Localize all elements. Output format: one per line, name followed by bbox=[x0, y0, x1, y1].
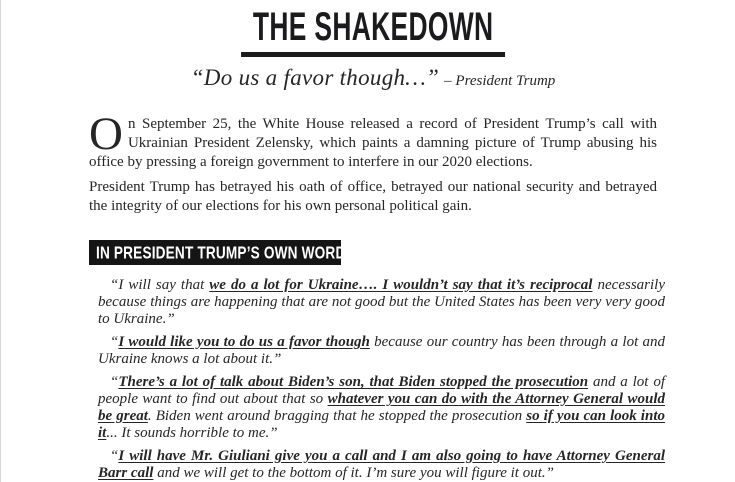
drop-cap: O bbox=[89, 108, 123, 160]
quote-plain-text: because our country has been through a lot and Ukraine knows a lot about it.” bbox=[98, 334, 665, 367]
trump-quote-3 bbox=[98, 374, 665, 442]
trump-quote-1 bbox=[98, 277, 665, 328]
intro-paragraph-1 bbox=[89, 108, 657, 172]
quote-emphasis-text: I would like you to do us a favor though bbox=[118, 334, 370, 350]
quote-emphasis-text: There’s a lot of talk about Biden’s son, that Biden stopped the prosecution bbox=[118, 374, 589, 390]
quote-plain-text: necessarily because things are happening that are not good but the United States has been very very good to Ukraine.” bbox=[98, 277, 665, 327]
quotes-section bbox=[98, 277, 666, 482]
subtitle-attribution: – President Trump bbox=[444, 73, 556, 89]
document-title bbox=[89, 5, 657, 57]
intro-paragraph-1-text: n September 25, the White House released a record of President Trump’s call with Ukrainian President Zelensky, which paints a damning picture of Trump abusing his office by pressing a foreign government to interfere in our 2020 elections. bbox=[89, 116, 657, 170]
quote-plain-text: . Biden went around bragging that he stopped the prosecution bbox=[147, 408, 527, 424]
document-header bbox=[89, 5, 657, 91]
subtitle-quote: “Do us a favor though…” bbox=[190, 65, 440, 90]
document-title-text: THE SHAKEDOWN bbox=[241, 8, 505, 57]
quote-plain-text: ... It sounds horrible to me.” bbox=[106, 425, 278, 441]
quote-emphasis-text: whatever you can do with the Attorney General would be great bbox=[98, 391, 666, 424]
intro-paragraph-2: President Trump has betrayed his oath of office, betrayed our national security and betrayed the integrity of our elections for his own personal political gain. bbox=[89, 179, 657, 214]
intro-section bbox=[89, 108, 657, 216]
quote-plain-text: “ bbox=[110, 448, 119, 464]
quote-emphasis-text: so if you can look into it bbox=[98, 408, 665, 441]
section-header-label: IN PRESIDENT TRUMP’S OWN WORDS: bbox=[96, 242, 360, 262]
subtitle bbox=[89, 65, 657, 91]
quote-emphasis-text: we do a lot for Ukraine…. I wouldn’t say that it’s reciprocal bbox=[209, 277, 593, 293]
quote-emphasis-text: I will have Mr. Giuliani give you a call and I am also going to have Attorney General Barr call bbox=[98, 448, 665, 481]
section-header-banner bbox=[89, 240, 360, 265]
quote-plain-text: and we will get to the bottom of it. I’m sure you will figure it out.” bbox=[153, 465, 554, 481]
quote-plain-text: and a lot of people want to find out about that so bbox=[98, 374, 665, 407]
trump-quote-4 bbox=[98, 448, 665, 482]
quote-plain-text: “I will say that bbox=[110, 277, 210, 293]
trump-quote-2 bbox=[98, 334, 665, 368]
quote-plain-text: “ bbox=[110, 334, 119, 350]
quote-plain-text: “ bbox=[110, 374, 119, 390]
